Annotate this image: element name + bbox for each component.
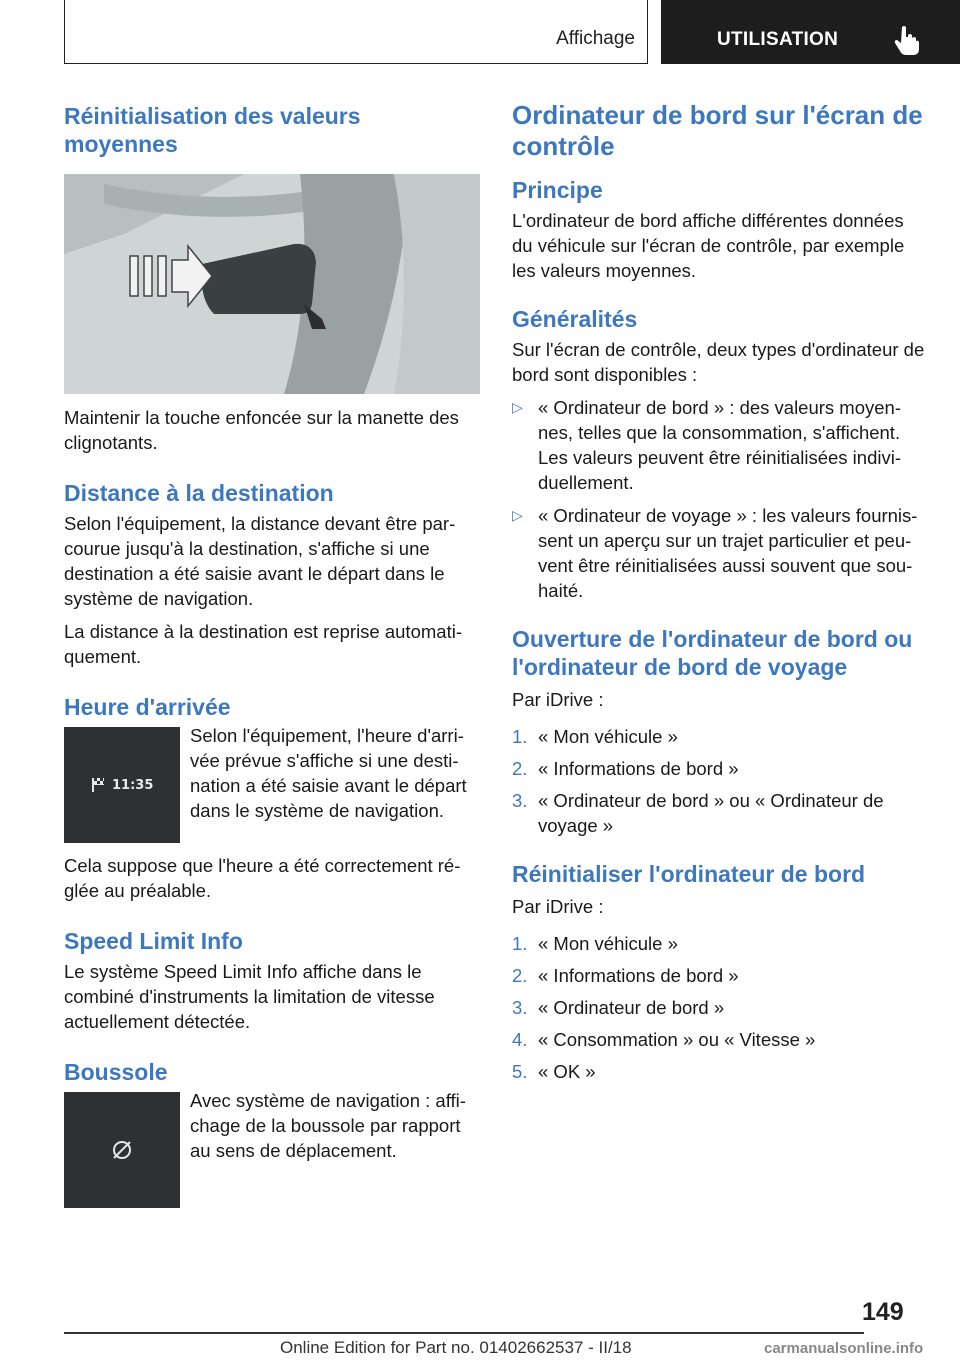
left-column xyxy=(64,100,480,1208)
arrival-time-display-image xyxy=(64,727,180,843)
paragraph-speed-limit: Le système Speed Limit Info affiche dans le combiné d'instruments la limitation de vitesse actuellement détectée. xyxy=(64,961,435,1032)
header-chapter-title: UTILISATION xyxy=(717,29,839,50)
header-section-box xyxy=(64,0,648,64)
heading-compass: Boussole xyxy=(64,1059,168,1085)
page-number: 149 xyxy=(862,1298,904,1326)
footer-divider xyxy=(64,1332,864,1334)
paragraph-general: Sur l'écran de contrôle, deux types d'ordinateur de bord sont disponibles : xyxy=(512,339,925,385)
turn-signal-stalk-photo xyxy=(64,174,480,394)
caption-stalk: Maintenir la touche enfoncée sur la manette des clignotants. xyxy=(64,407,459,453)
reset-steps-list xyxy=(512,931,928,1084)
compass-icon xyxy=(64,1092,180,1208)
triangle-bullet-icon: ▷ xyxy=(512,507,523,523)
header-chapter-box xyxy=(661,0,960,64)
paragraph-distance-1: Selon l'équipement, la distance devant être par-courue jusqu'à la destination, s'affiche si une destination a été saisie avant le départ dans le système de navigation. xyxy=(64,513,456,609)
compass-display-image xyxy=(64,1092,180,1208)
heading-reset-computer: Réinitialiser l'ordinateur de bord xyxy=(512,861,866,887)
header-section-title: Affichage xyxy=(556,28,635,49)
computer-types-list xyxy=(512,395,928,603)
flag-icon xyxy=(92,778,104,792)
footer-edition: Online Edition for Part no. 01402662537 - II/18 xyxy=(280,1338,632,1357)
paragraph-distance-2: La distance à la destination est reprise automati-quement. xyxy=(64,621,462,667)
list-item: 3. « Ordinateur de bord » ou « Ordinateur de voyage » xyxy=(512,790,884,836)
pointing-hand-icon xyxy=(893,24,921,56)
heading-arrival: Heure d'arrivée xyxy=(64,694,231,720)
arrival-time-text: 11:35 xyxy=(112,778,154,793)
watermark: carmanualsonline.info xyxy=(764,1340,924,1357)
open-steps-list xyxy=(512,724,928,838)
heading-general: Généralités xyxy=(512,306,638,332)
paragraph-compass: Avec système de navigation : affi-chage de la boussole par rapport au sens de déplacement. xyxy=(190,1090,466,1161)
list-item: 4. « Consommation » ou « Vitesse » xyxy=(512,1029,816,1050)
heading-speed-limit: Speed Limit Info xyxy=(64,928,243,954)
paragraph-arrival-1: Selon l'équipement, l'heure d'arri-vée prévue s'affiche si une desti-nation a été saisie avant le départ dans le système de navigation. xyxy=(190,725,467,821)
heading-open-computer: Ouverture de l'ordinateur de bord ou l'ordinateur de bord de voyage xyxy=(512,626,913,680)
list-item: ▷ « Ordinateur de bord » : des valeurs moyen-nes, telles que la consommation, s'affichent. Les valeurs peuvent être réinitialisées indivi-duellement. xyxy=(512,397,901,493)
paragraph-arrival-2: Cela suppose que l'heure a été correctement ré-glée au préalable. xyxy=(64,855,461,901)
list-item: 2. « Informations de bord » xyxy=(512,965,739,986)
heading-reset-averages: Réinitialisation des valeurs moyennes xyxy=(64,103,361,157)
arrival-block xyxy=(64,727,480,843)
triangle-bullet-icon: ▷ xyxy=(512,399,523,415)
paragraph-open-idrive: Par iDrive : xyxy=(512,689,604,710)
list-item: ▷ « Ordinateur de voyage » : les valeurs fournis-sent un aperçu sur un trajet particulier et peu-vent être réinitialisées aussi souvent que sou-haité. xyxy=(512,505,918,601)
compass-block xyxy=(64,1092,480,1208)
paragraph-principle: L'ordinateur de bord affiche différentes données du véhicule sur l'écran de contrôle, par exemple les valeurs moyennes. xyxy=(512,210,905,281)
list-item: 1. « Mon véhicule » xyxy=(512,726,678,747)
list-item: 2. « Informations de bord » xyxy=(512,758,739,779)
list-item: 3. « Ordinateur de bord » xyxy=(512,997,725,1018)
list-item: 1. « Mon véhicule » xyxy=(512,933,678,954)
heading-main: Ordinateur de bord sur l'écran de contrôle xyxy=(512,100,923,161)
list-item: 5. « OK » xyxy=(512,1061,596,1082)
heading-principle: Principe xyxy=(512,177,603,203)
paragraph-reset-idrive: Par iDrive : xyxy=(512,896,604,917)
heading-distance: Distance à la destination xyxy=(64,480,334,506)
right-column xyxy=(512,100,928,1084)
